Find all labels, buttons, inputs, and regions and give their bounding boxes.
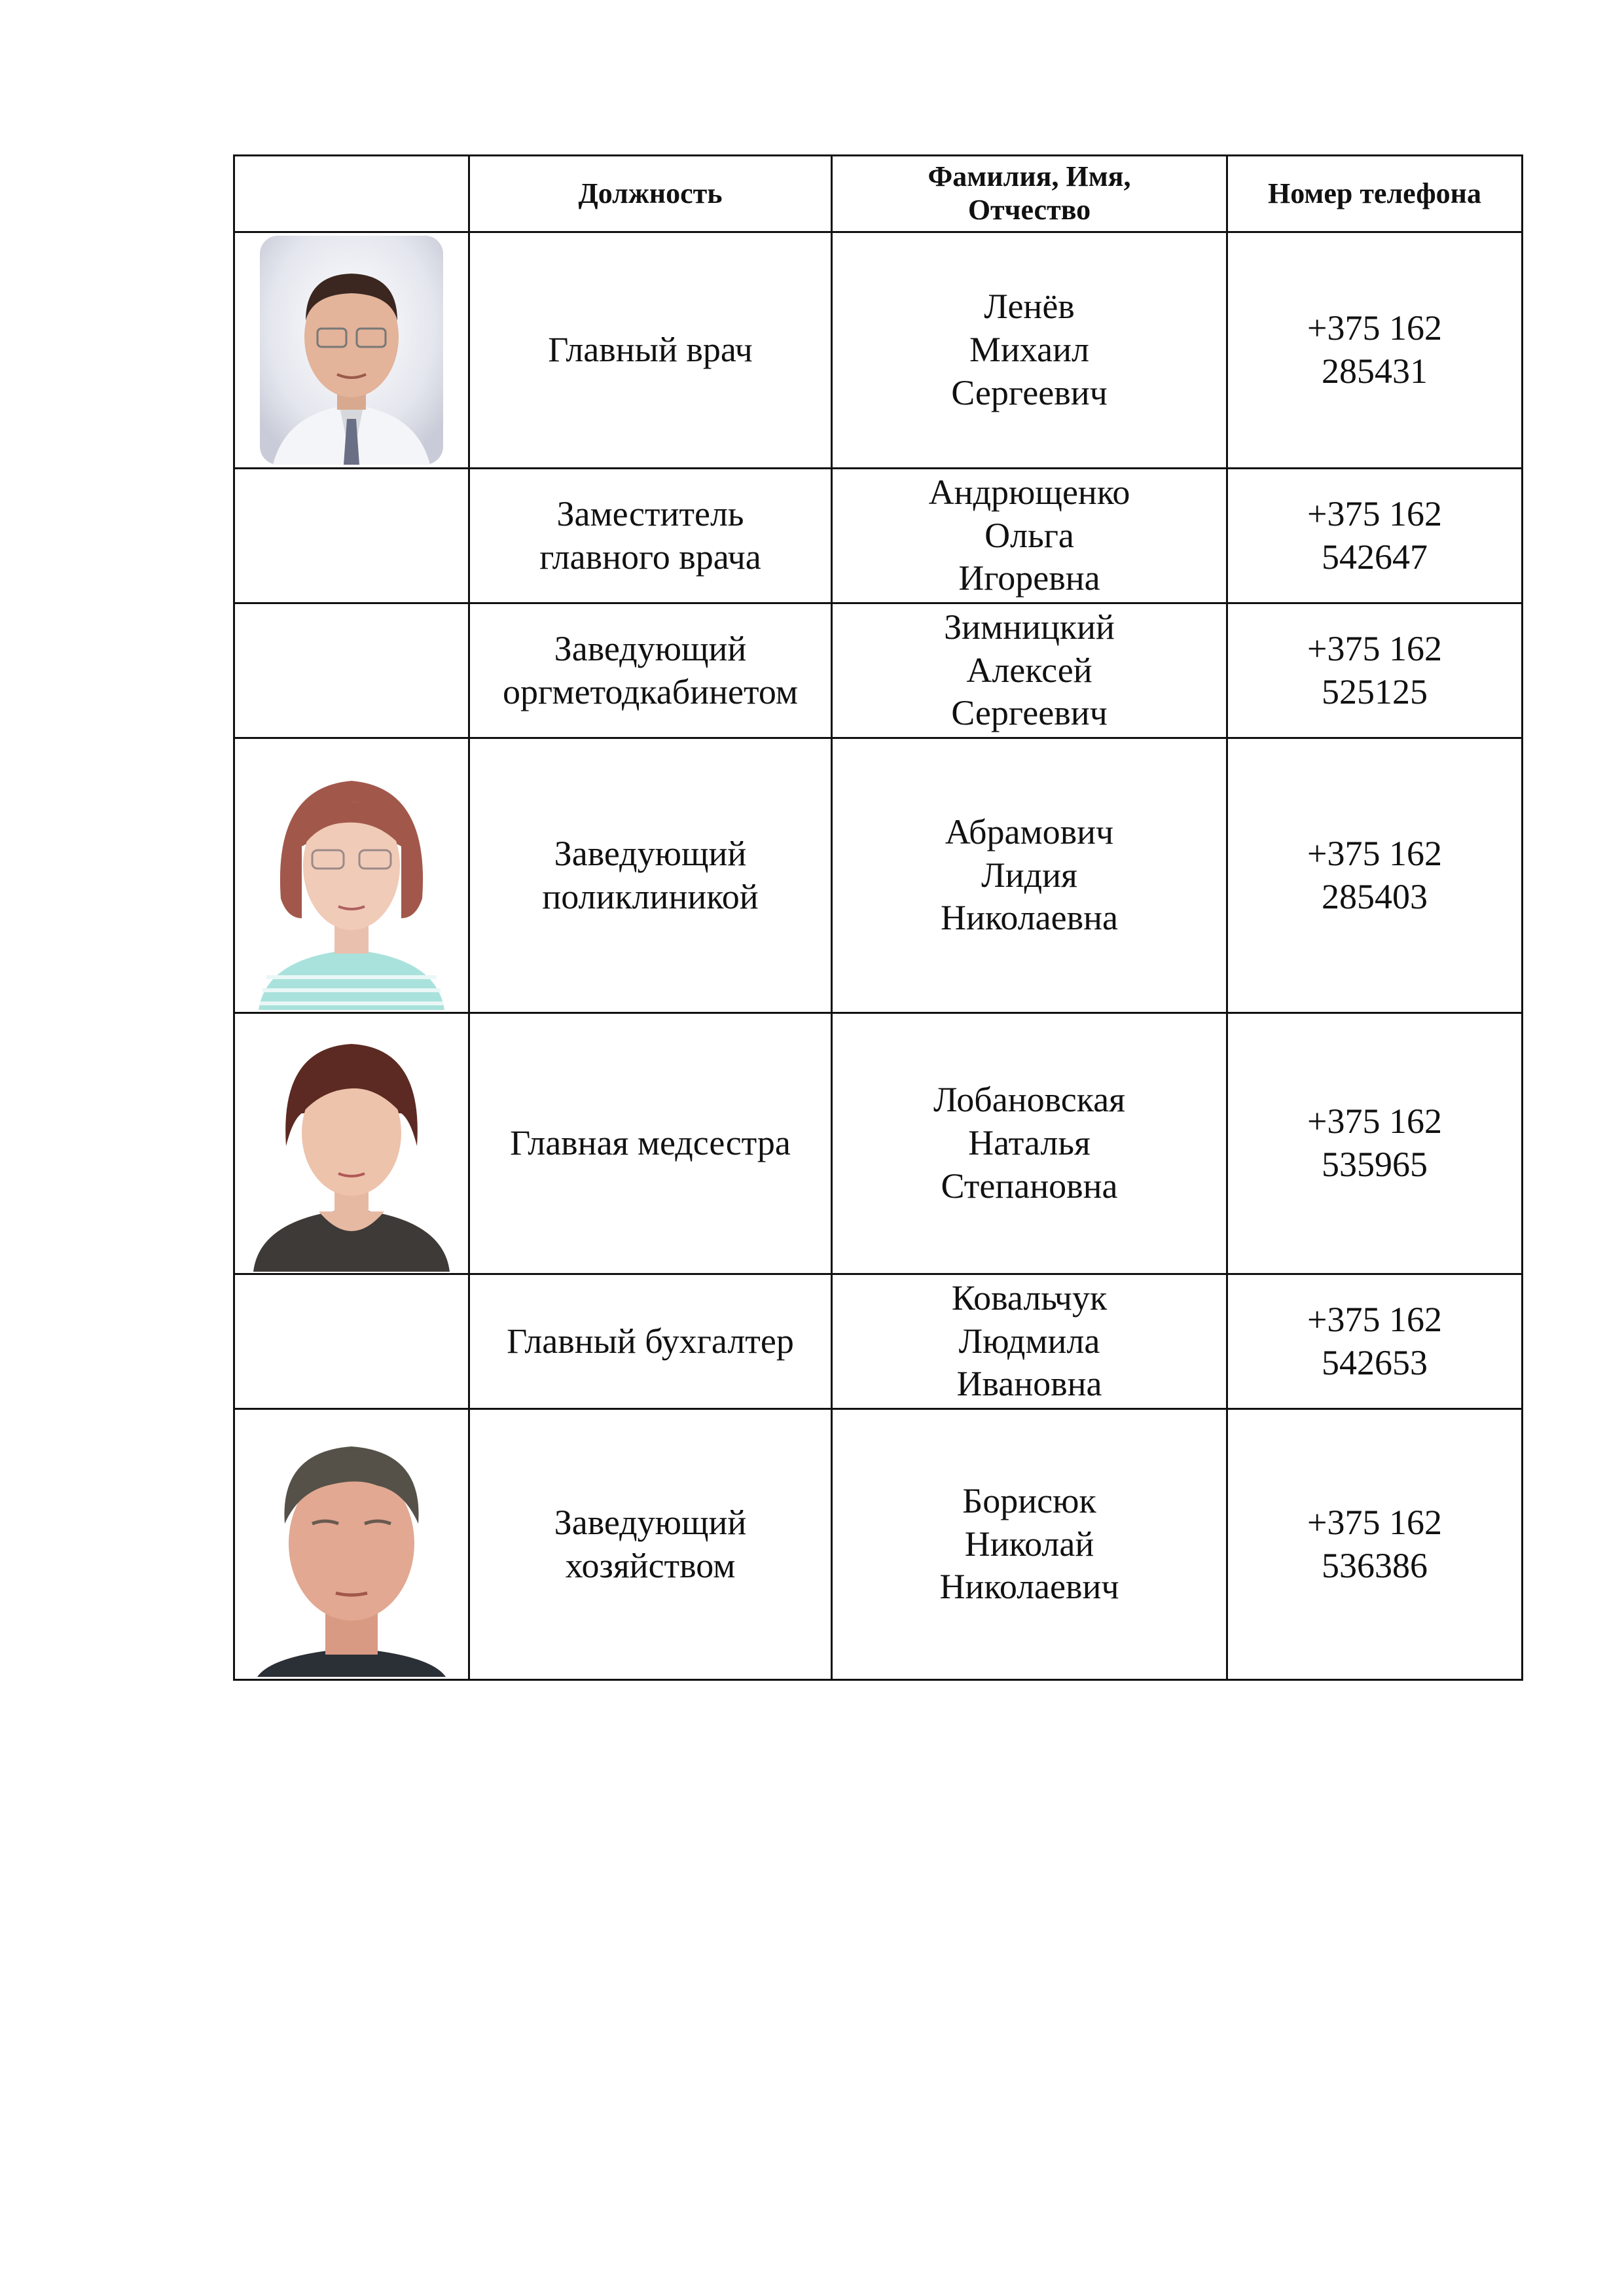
phone-cell[interactable]: +375 162 285403: [1227, 738, 1523, 1013]
photo-cell: [234, 1013, 469, 1274]
name-cell: Борисюк Николай Николаевич: [832, 1409, 1227, 1680]
name-cell: Лобановская Наталья Степановна: [832, 1013, 1227, 1274]
name-cell: Зимницкий Алексей Сергеевич: [832, 603, 1227, 738]
portrait-photo: [260, 236, 443, 465]
header-phone: Номер телефона: [1227, 156, 1523, 232]
phone-cell[interactable]: +375 162 536386: [1227, 1409, 1523, 1680]
table-row: [234, 738, 1523, 1013]
header-position: Должность: [469, 156, 832, 232]
photo-cell: [234, 1409, 469, 1680]
table-header-row: [234, 156, 1523, 232]
position-cell: Заведующий поликлиникой: [469, 738, 832, 1013]
position-cell: Заместитель главного врача: [469, 469, 832, 603]
photo-cell: [234, 1274, 469, 1409]
phone-cell[interactable]: +375 162 535965: [1227, 1013, 1523, 1274]
header-photo: [234, 156, 469, 232]
table-row: [234, 469, 1523, 603]
phone-cell[interactable]: +375 162 542647: [1227, 469, 1523, 603]
header-full-name: Фамилия, Имя, Отчество: [832, 156, 1227, 232]
name-cell: Абрамович Лидия Николаевна: [832, 738, 1227, 1013]
phone-cell[interactable]: +375 162 285431: [1227, 232, 1523, 469]
table-row: [234, 1274, 1523, 1409]
position-cell: Заведующий хозяйством: [469, 1409, 832, 1680]
name-cell: Андрющенко Ольга Игоревна: [832, 469, 1227, 603]
position-cell: Главный врач: [469, 232, 832, 469]
portrait-photo: [247, 742, 456, 1010]
table-row: [234, 603, 1523, 738]
photo-cell: [234, 738, 469, 1013]
table-row: [234, 232, 1523, 469]
photo-cell: [234, 232, 469, 469]
phone-cell[interactable]: +375 162 525125: [1227, 603, 1523, 738]
position-cell: Главный бухгалтер: [469, 1274, 832, 1409]
position-cell: Заведующий оргметодкабинетом: [469, 603, 832, 738]
table-row: [234, 1013, 1523, 1274]
portrait-photo: [247, 1412, 456, 1677]
table-row: [234, 1409, 1523, 1680]
name-cell: Ковальчук Людмила Ивановна: [832, 1274, 1227, 1409]
name-cell: Ленёв Михаил Сергеевич: [832, 232, 1227, 469]
photo-cell: [234, 603, 469, 738]
photo-cell: [234, 469, 469, 603]
staff-contacts-table: [233, 154, 1523, 1681]
portrait-photo: [247, 1015, 456, 1272]
position-cell: Главная медсестра: [469, 1013, 832, 1274]
phone-cell[interactable]: +375 162 542653: [1227, 1274, 1523, 1409]
